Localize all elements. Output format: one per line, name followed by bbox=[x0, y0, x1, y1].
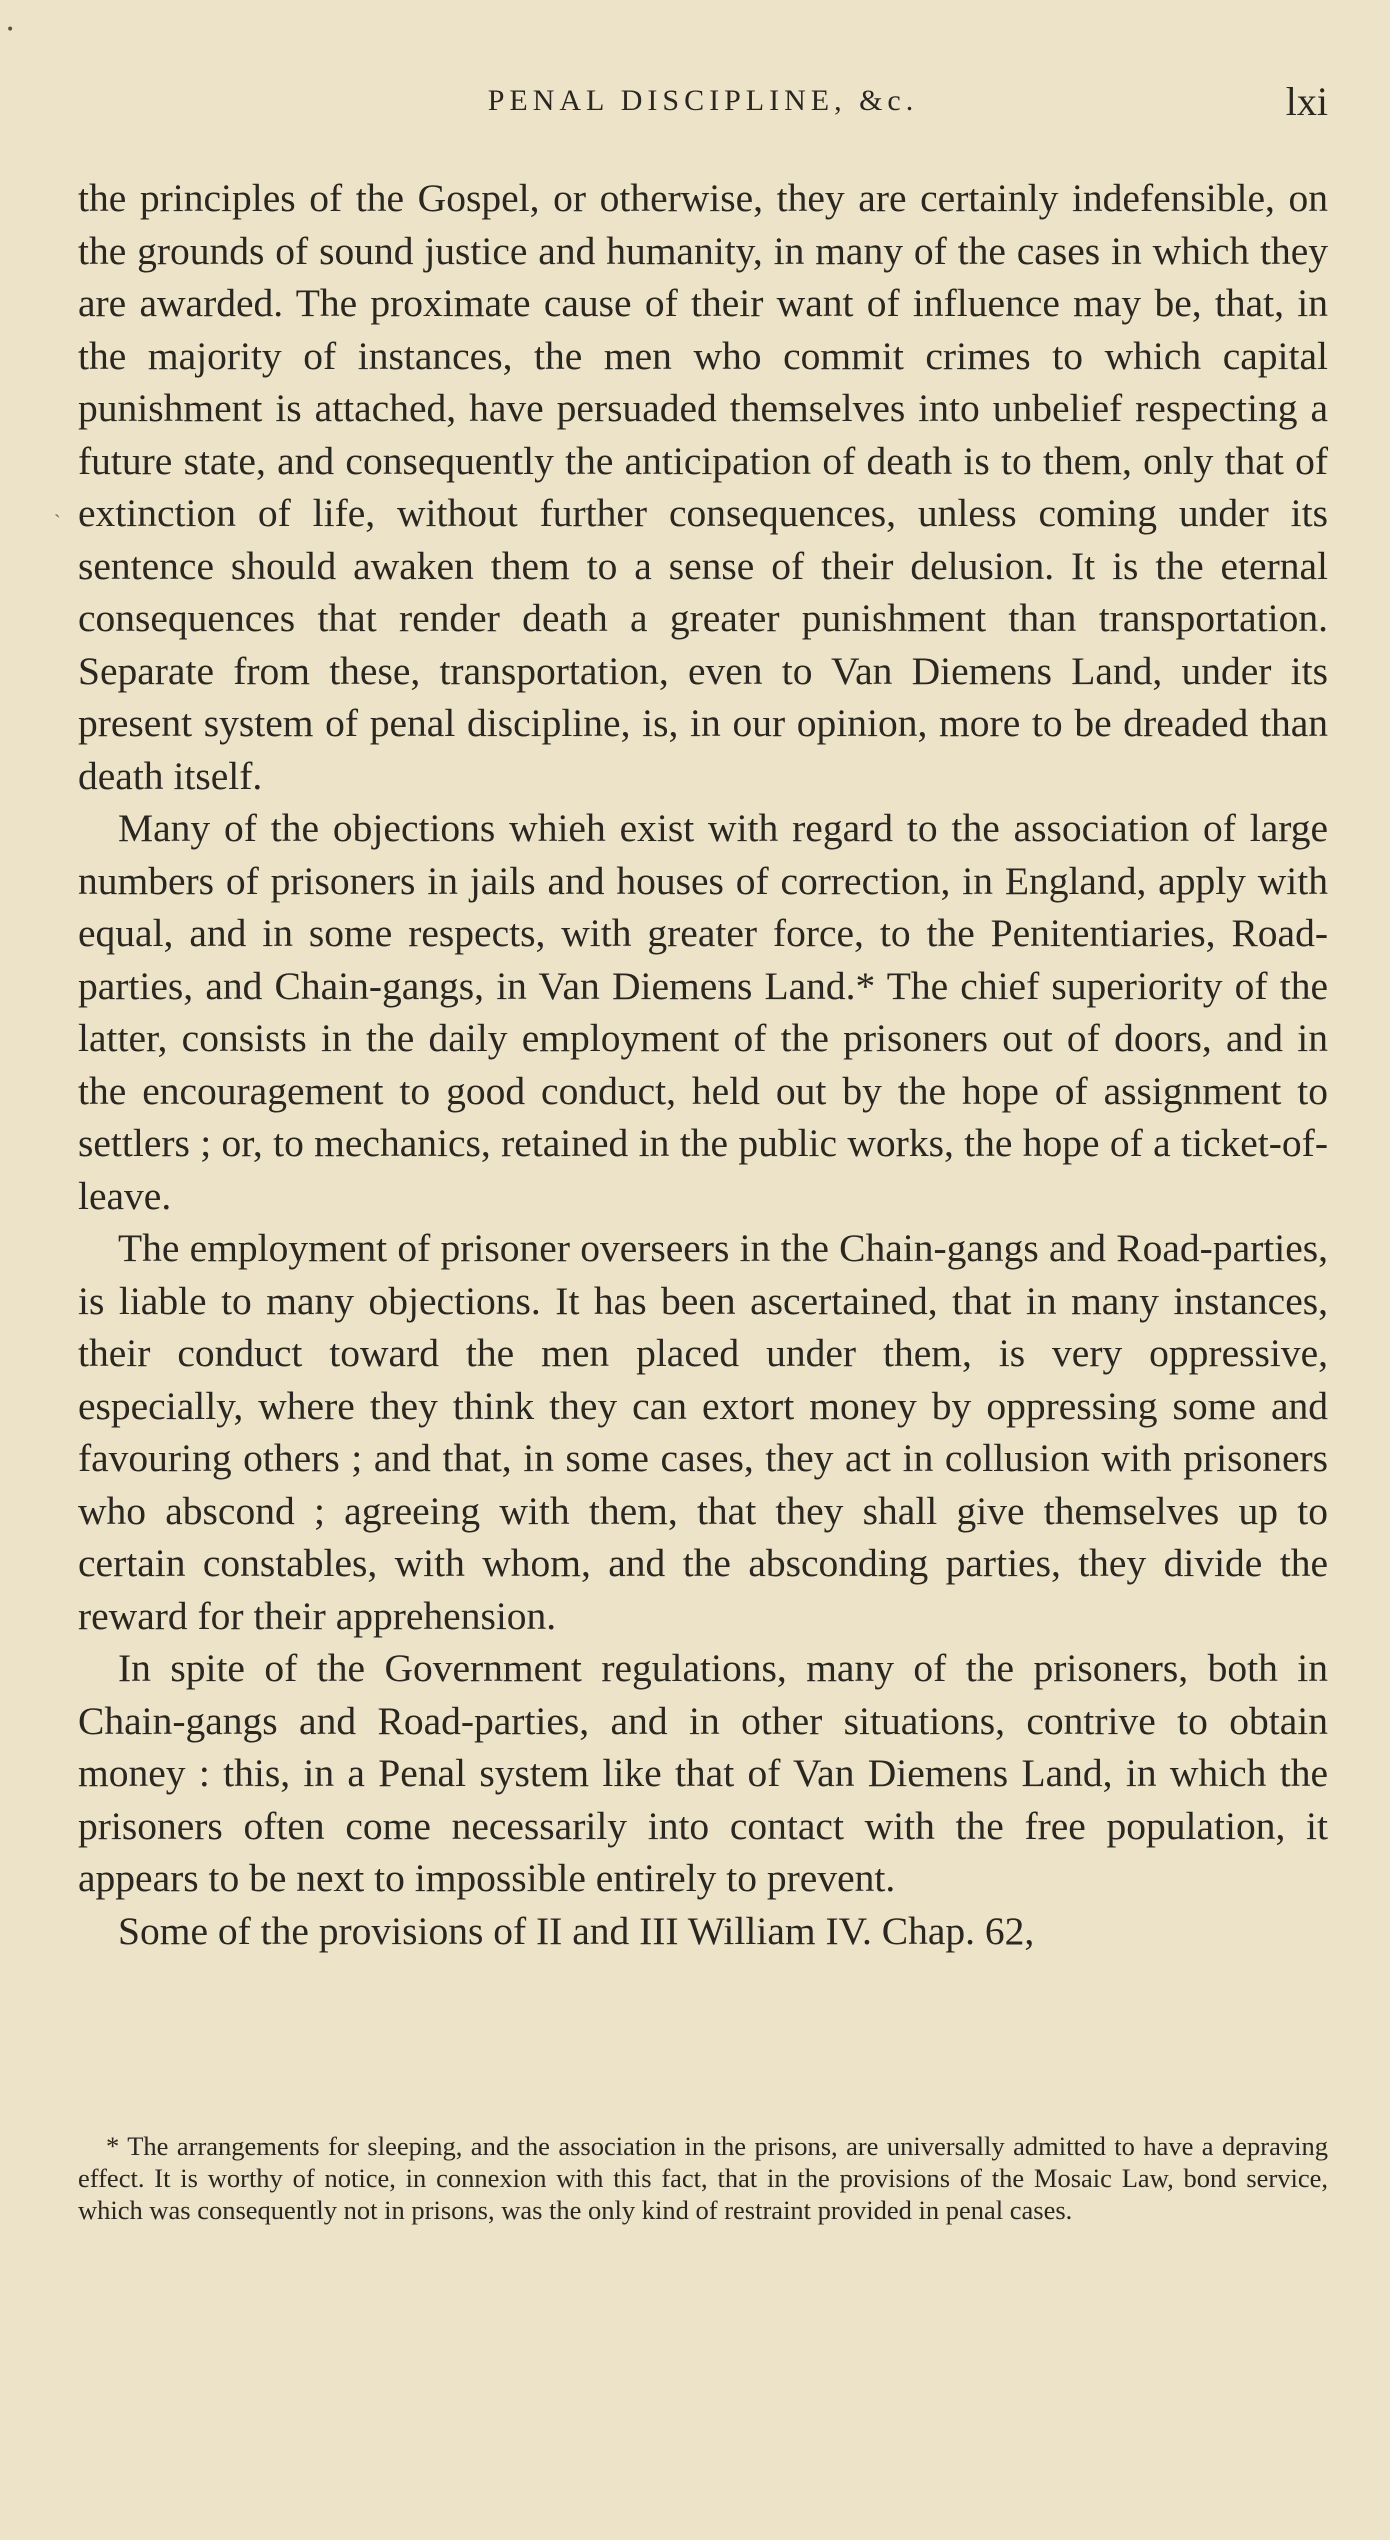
footnote bbox=[78, 2130, 1328, 2226]
paragraph-objections: Many of the objections whieh exist with regard to the association of large numbers of prisoners in jails and houses of correction, in England, apply with equal, and in some respects, with greater force, to the Penitentiaries, Road-parties, and Chain-gangs, in Van Diemens Land.* The chief superiority of the latter, consists in the daily employment of the prisoners out of doors, and in the encouragement to good conduct, held out by the hope of assignment to settlers ; or, to mechanics, retained in the public works, the hope of a ticket-of-leave. bbox=[78, 806, 1328, 1218]
paragraph-money: In spite of the Government regulations, many of the prisoners, both in Chain-gangs and Road-parties, and in other situations, contrive to obtain money : this, in a Penal system like that of Van Diemens Land, in which the prisoners often come necessarily into contact with the free population, it appears to be next to impossible entirely to prevent. bbox=[78, 1646, 1328, 1900]
paragraph-overseers: The employment of prisoner overseers in the Chain-gangs and Road-parties, is liable to many objections. It has been ascertained, that in many instances, their conduct toward the men placed under them, is very oppressive, especially, where they think they can extort money by oppressing some and favouring others ; and that, in some cases, they act in collusion with prisoners who abscond ; agreeing with them, that they shall give themselves up to certain constables, with whom, and the absconding parties, they divide the reward for their apprehension. bbox=[78, 1226, 1328, 1638]
paragraph-provisions: Some of the provisions of II and III William IV. Chap. 62, bbox=[118, 1908, 1035, 1953]
running-head-title: PENAL DISCIPLINE, &c. bbox=[487, 84, 919, 117]
running-head bbox=[78, 78, 1328, 134]
body-text bbox=[78, 172, 1328, 1957]
page-number: lxi bbox=[1285, 79, 1328, 124]
stray-margin-mark: ˎ bbox=[54, 494, 61, 518]
footnote-text: * The arrangements for sleeping, and the association in the prisons, are universally admitted to have a depraving effect. It is worthy of notice, in connexion with this fact, that in the provisions of the Mosaic Law, bond service, which was consequently not in prisons, was the only kind of restraint provided in penal cases. bbox=[78, 2131, 1328, 2225]
margin-dot: • bbox=[6, 22, 15, 38]
paragraph-continued: the principles of the Gospel, or otherwise, they are certainly indefensible, on the grounds of sound justice and humanity, in many of the cases in which they are awarded. The proximate cause of their want of influence may be, that, in the majority of instances, the men who commit crimes to which capital punishment is attached, have persuaded themselves into unbelief respecting a future state, and consequently the anticipation of death is to them, only that of extinction of life, without further consequences, unless coming under its sentence should awaken them to a sense of their delusion. It is the eternal consequences that render death a greater punishment than transportation. Separate from these, transportation, even to Van Diemens Land, under its present system of penal discipline, is, in our opinion, more to be dreaded than death itself. bbox=[78, 176, 1328, 798]
